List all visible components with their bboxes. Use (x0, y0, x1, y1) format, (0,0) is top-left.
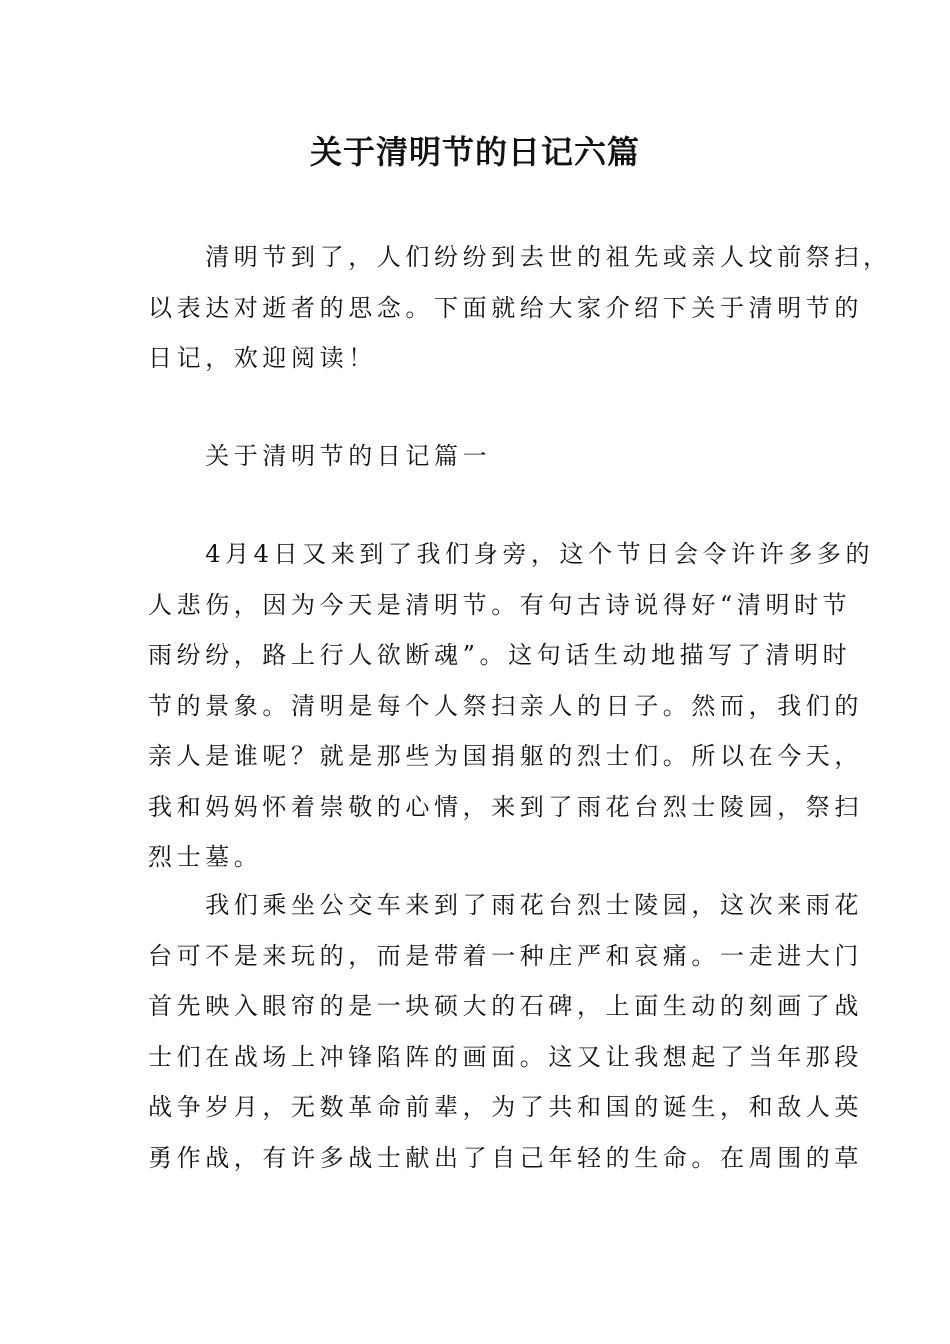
text-line: 士们在战场上冲锋陷阵的画面。这又让我想起了当年那段 (148, 1042, 863, 1071)
text-line: 人悲伤，因为今天是清明节。有句古诗说得好“清明时节 (148, 590, 852, 619)
text-line: 烈士墓。 (148, 843, 263, 871)
text-line: 首先映入眼帘的是一块硕大的石碑，上面生动的刻画了战 (148, 992, 863, 1020)
text-line: 4月4日又来到了我们身旁，这个节日会令许许多多的 (148, 540, 875, 568)
paragraph-2 (148, 880, 863, 1183)
intro-paragraph (148, 232, 892, 384)
text-line: 勇作战，有许多战士献出了自己年轻的生命。在周围的草 (148, 1143, 863, 1172)
text-line: 雨纷纷，路上行人欲断魂”。这句话生动地描写了清明时 (148, 641, 852, 669)
text-line: 我们乘坐公交车来到了雨花台烈士陵园，这次来雨花 (148, 891, 863, 919)
section-heading-text: 关于清明节的日记篇一 (148, 442, 492, 470)
text-line: 日记，欢迎阅读！ (148, 344, 377, 372)
text-line: 台可不是来玩的，而是带着一种庄严和哀痛。一走进大门 (148, 941, 863, 970)
paragraph-1 (148, 529, 875, 883)
text-line: 以表达对逝者的思念。下面就给大家介绍下关于清明节的 (148, 293, 863, 322)
text-line: 清明节到了，人们纷纷到去世的祖先或亲人坟前祭扫， (148, 243, 892, 271)
section-heading (148, 431, 810, 482)
text-line: 节的景象。清明是每个人祭扫亲人的日子。然而，我们的 (148, 691, 863, 720)
text-line: 我和妈妈怀着崇敬的心情，来到了雨花台烈士陵园，祭扫 (148, 792, 863, 821)
text-line: 战争岁月，无数革命前辈，为了共和国的诞生，和敌人英 (148, 1093, 863, 1121)
text-line: 亲人是谁呢？就是那些为国捐躯的烈士们。所以在今天， (148, 742, 863, 770)
document-title: 关于清明节的日记六篇 (309, 133, 640, 171)
